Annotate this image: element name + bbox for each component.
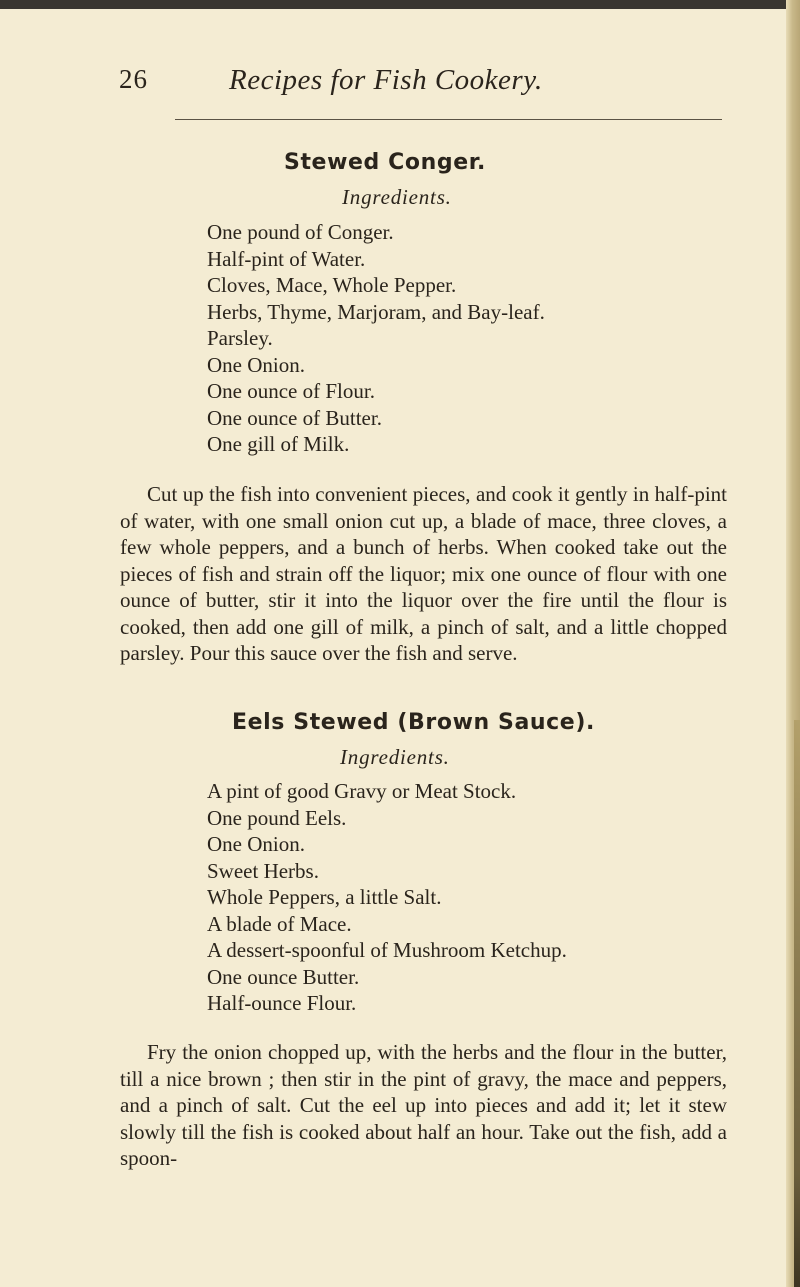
ingredient-list	[207, 219, 545, 458]
method-paragraph: Cut up the fish into convenient pieces, and cook it gently in half-pint of water, with one small onion cut up, a blade of mace, three cloves, a few whole peppers, and a bunch of herbs. When cooked take out the pieces of fish and strain off the liquor; mix one ounce of flour with one ounce of butter, stir it into the liquor over the fire until the flour is cooked, then add one gill of milk, a pinch of salt, and a little chopped parsley. Pour this sauce over the fish and serve.	[120, 482, 727, 665]
ingredient-item: One ounce of Butter.	[207, 405, 382, 430]
ingredient-item: One ounce of Flour.	[207, 379, 375, 403]
ingredient-item: One Onion.	[207, 832, 305, 856]
ingredients-label: Ingredients.	[342, 185, 452, 209]
ingredient-item: One pound of Conger.	[207, 220, 394, 244]
ingredient-item: A pint of good Gravy or Meat Stock.	[207, 779, 517, 803]
recipe-title: Eels Stewed (Brown Sauce).	[232, 710, 595, 735]
page-edge-shadow	[794, 720, 800, 1287]
ingredient-item: Herbs, Thyme, Marjoram, and Bay-leaf.	[207, 299, 545, 324]
method-paragraph: Fry the onion chopped up, with the herbs and the flour in the butter, till a nice brown ; then stir in the pint of gravy, the mace and peppers, and a pinch of salt. Cut the eel up into pieces and add it; let it stew slowly till the fish is cooked about half an hour. Take out the fish, add a spoon-	[120, 1040, 727, 1170]
ingredient-item: A blade of Mace.	[207, 911, 352, 936]
ingredient-item: One gill of Milk.	[207, 432, 350, 456]
ingredient-list	[207, 778, 567, 1017]
ingredients-label: Ingredients.	[340, 745, 450, 769]
ingredient-item: One ounce Butter.	[207, 964, 360, 989]
ingredient-item: Half-ounce Flour.	[207, 991, 357, 1015]
ingredient-item: Parsley.	[207, 326, 273, 350]
ingredient-item: One pound Eels.	[207, 805, 347, 830]
ingredient-item: Cloves, Mace, Whole Pepper.	[207, 273, 457, 297]
header-rule	[175, 119, 722, 120]
page-top-border	[0, 0, 800, 9]
page-number: 26	[119, 64, 148, 94]
running-head	[119, 64, 700, 104]
ingredient-item: Whole Peppers, a little Salt.	[207, 885, 442, 909]
ingredient-item: One Onion.	[207, 352, 305, 377]
ingredient-item: A dessert-spoonful of Mushroom Ketchup.	[207, 938, 567, 962]
ingredient-item: Sweet Herbs.	[207, 858, 319, 883]
running-title: Recipes for Fish Cookery.	[229, 64, 543, 96]
ingredient-item: Half-pint of Water.	[207, 246, 366, 271]
recipe-title: Stewed Conger.	[284, 150, 486, 175]
